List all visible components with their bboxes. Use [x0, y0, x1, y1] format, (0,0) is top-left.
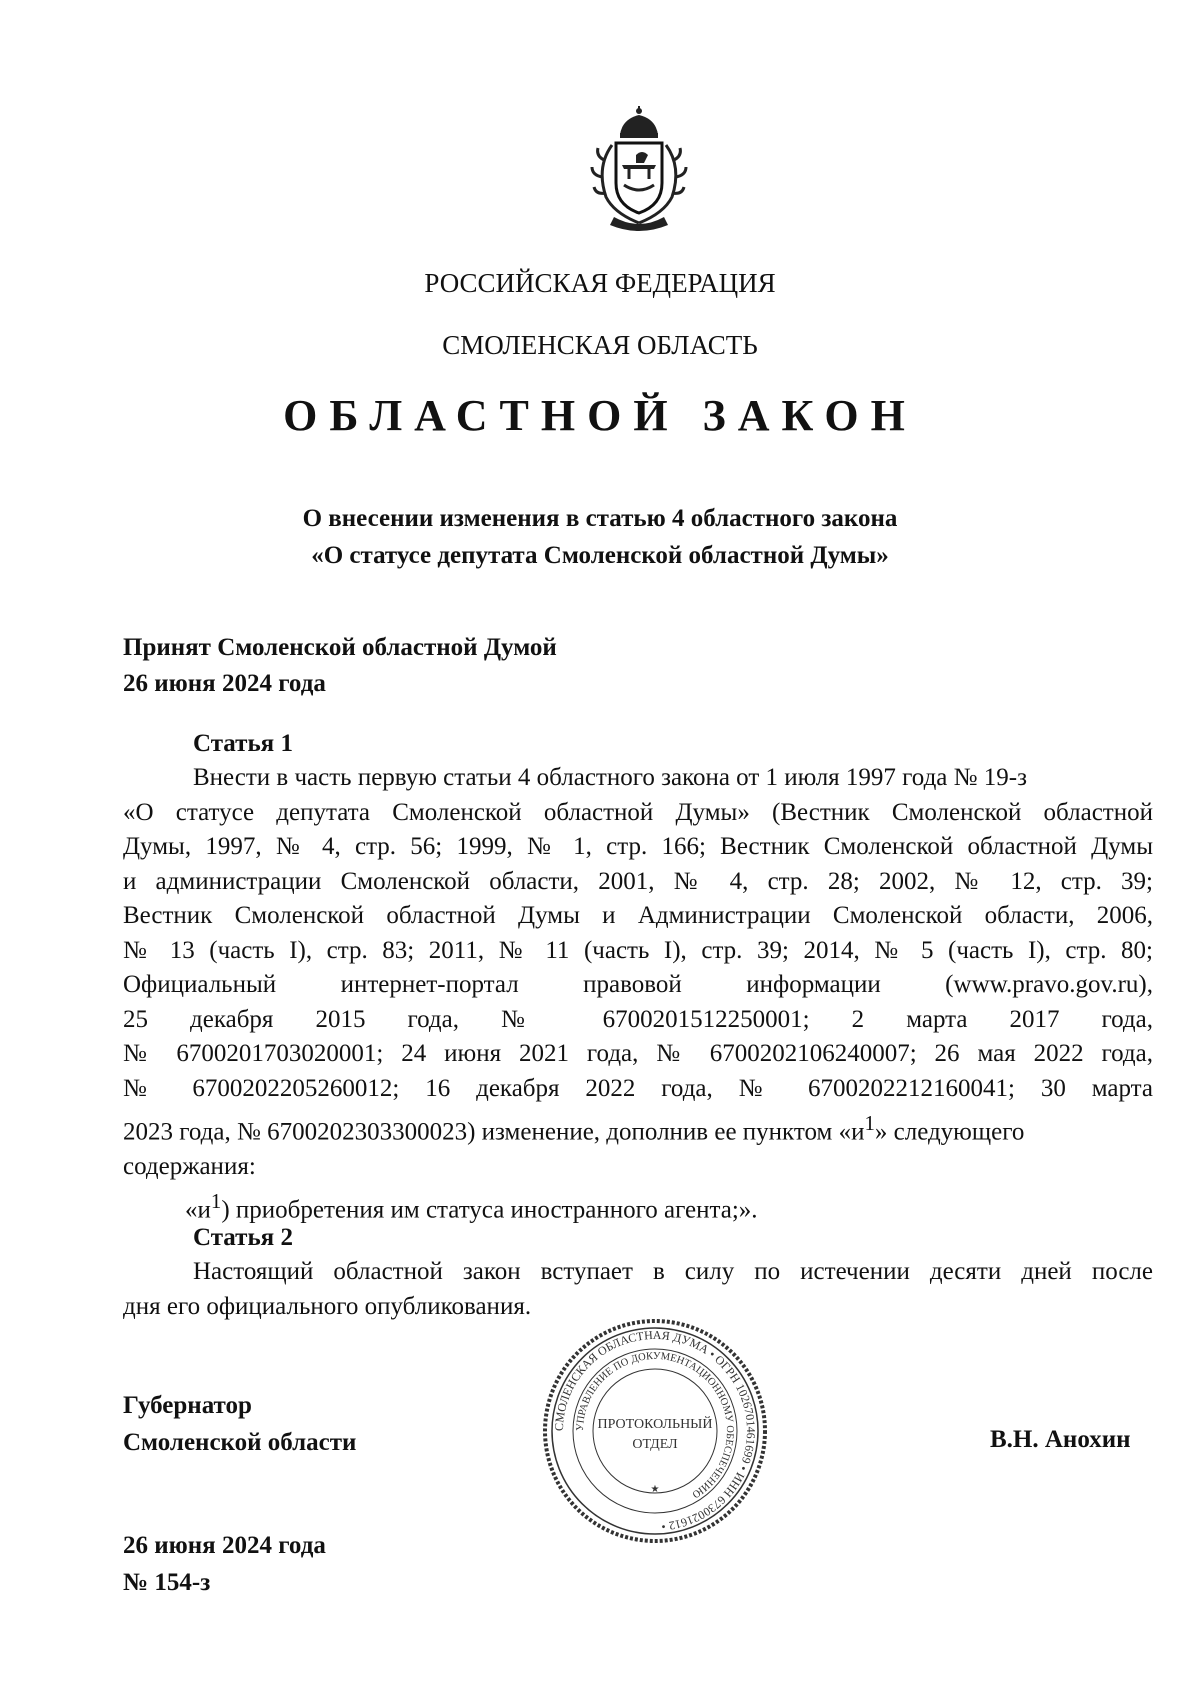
article-1-body [123, 761, 1153, 1228]
law-date-number [123, 1527, 326, 1601]
article-2-title: Статья 2 [193, 1224, 293, 1251]
document-type-title: ОБЛАСТНОЙ ЗАКОН [283, 391, 917, 440]
article-1-line: Вестник Смоленской областной Думы и Администрации Смоленской области, 2006, [123, 902, 1153, 929]
article-1-line: «О статусе депутата Смоленской областной Думы» (Вестник Смоленской областной [123, 798, 1153, 826]
subject-line: «О статусе депутата Смоленской областной Думы» [311, 542, 889, 569]
governor-title [123, 1387, 356, 1461]
law-number: № 154-з [123, 1569, 211, 1596]
article-1-quote [123, 1184, 1153, 1228]
coat-of-arms-emblem [584, 105, 694, 235]
adopted-date: 26 июня 2024 года [123, 670, 326, 697]
article-1-line [123, 1106, 1153, 1150]
signatory-name: В.Н. Анохин [990, 1426, 1131, 1453]
adopted-by: Принят Смоленской областной Думой [123, 634, 557, 661]
article-1-title: Статья 1 [193, 730, 293, 757]
law-date: 26 июня 2024 года [123, 1532, 326, 1559]
governor-title-line: Губернатор [123, 1392, 252, 1419]
article-1-line: № 13 (часть I), стр. 83; 2011, № 11 (часть I), стр. 39; 2014, № 5 (часть I), стр. 80; [123, 936, 1153, 964]
article-2-line: дня его официального опубликования. [123, 1292, 532, 1320]
article-1-line: № 6700201703020001; 24 июня 2021 года, № 6700202106240007; 26 мая 2022 года, [123, 1040, 1153, 1067]
stamp-center-line: ОТДЕЛ [632, 1437, 678, 1452]
article-1-line: содержания: [123, 1152, 256, 1180]
article-1-line: Думы, 1997, № 4, стр. 56; 1999, № 1, стр. 166; Вестник Смоленской областной Думы [123, 833, 1153, 860]
stamp-center-line: ПРОТОКОЛЬНЫЙ [597, 1417, 713, 1432]
subject-line: О внесении изменения в статью 4 областного закона [302, 505, 898, 532]
official-stamp [540, 1316, 770, 1546]
article-1-line: Внести в часть первую статьи 4 областного закона от 1 июля 1997 года № 19-з [193, 764, 1027, 791]
article-2-body [123, 1255, 1153, 1324]
article-2-line: Настоящий областной закон вступает в силу по истечении десяти дней после [193, 1258, 1153, 1285]
article-1-line: 25 декабря 2015 года, № 6700201512250001; 2 марта 2017 года, [123, 1005, 1153, 1033]
governor-title-line: Смоленской области [123, 1429, 357, 1456]
country-heading: РОССИЙСКАЯ ФЕДЕРАЦИЯ [424, 268, 776, 298]
line-text: 2023 года, № 6700202303300023) изменение, дополнив ее пунктом «и [123, 1118, 865, 1146]
article-1-line: № 6700202205260012; 16 декабря 2022 года, № 6700202212160041; 30 марта [123, 1074, 1153, 1102]
line-text: » следующего [874, 1118, 1025, 1146]
stamp-outer-text: СМОЛЕНСКАЯ ОБЛАСТНАЯ ДУМА • ОГРН 1026701461699 • ИНН 6730021612 • [551, 1327, 759, 1534]
star-icon: ★ [650, 1484, 660, 1495]
quote-text: «и [185, 1196, 211, 1224]
adoption-block [123, 630, 557, 702]
superscript: 1 [210, 1189, 222, 1214]
superscript: 1 [864, 1111, 875, 1135]
article-1-line: и администрации Смоленской области, 2001, № 4, стр. 28; 2002, № 12, стр. 39; [123, 867, 1153, 895]
article-1-line: Официальный интернет-портал правовой информации (www.pravo.gov.ru), [123, 971, 1153, 998]
quote-text: ) приобретения им статуса иностранного агента;». [221, 1196, 758, 1224]
stamp-inner-text: УПРАВЛЕНИЕ ПО ДОКУМЕНТАЦИОННОМУ ОБЕСПЕЧЕНИЮ [574, 1350, 736, 1500]
law-subject-title [0, 500, 1200, 574]
region-heading: СМОЛЕНСКАЯ ОБЛАСТЬ [442, 330, 758, 360]
